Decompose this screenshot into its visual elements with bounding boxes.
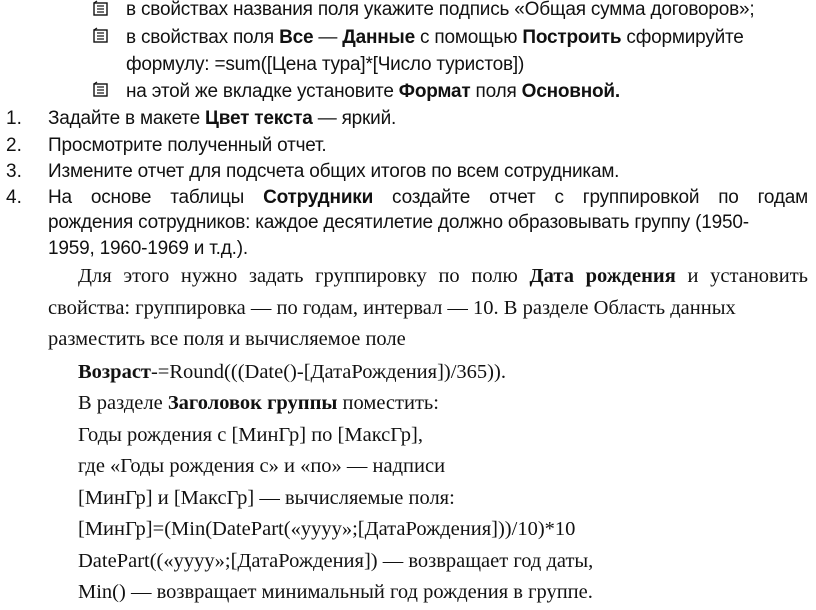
paragraph-line — [78, 264, 808, 288]
paragraph-line — [78, 580, 593, 604]
list-item-bold-term: Сотрудники — [263, 187, 374, 208]
formula-text: -=Round(((Date()-[ДатаРождения])/365)). — [150, 361, 506, 383]
bullet-line — [126, 0, 755, 22]
paragraph-bold-term: Дата рождения — [529, 265, 676, 287]
paragraph-line — [48, 327, 406, 351]
bullet-line — [126, 26, 744, 50]
paragraph-line — [78, 391, 439, 415]
list-item-text: Просмотрите полученный отчет. — [48, 135, 327, 156]
paragraph-text: Min() — возвращает минимальный год рождения в группе. — [78, 581, 593, 603]
paragraph-text: DatePart((«yyyy»;[ДатаРождения]) — возвращает год даты, — [78, 550, 594, 572]
list-item-continuation — [48, 237, 248, 261]
bullet-bold-term: Данные — [342, 27, 415, 48]
list-item-continuation — [48, 211, 749, 235]
paragraph-line — [78, 549, 593, 573]
list-item-text: На основе таблицы — [48, 187, 264, 208]
paragraph-line — [78, 423, 423, 447]
formula-line — [78, 360, 506, 384]
paragraph-line — [48, 296, 736, 320]
field-name: Возраст — [78, 361, 151, 383]
list-item-text: Задайте в макете — [48, 108, 206, 129]
paragraph-text: где «Годы рождения с» и «по» — надписи — [78, 455, 446, 477]
paragraph-text: В разделе — [78, 392, 168, 414]
paragraph-text: и установить — [675, 265, 809, 287]
list-item-text: рождения сотрудников: каждое десятилетие должно образовывать группу (1950- — [48, 212, 749, 233]
bullet-line — [126, 53, 524, 77]
paragraph-line — [78, 454, 445, 478]
book-bullet-icon — [92, 27, 110, 45]
bullet-text: формулу: =sum([Цена тура]*[Число туристов]) — [126, 54, 525, 75]
paragraph-text: поместить: — [337, 392, 439, 414]
list-item-bold-term: Цвет текста — [205, 108, 313, 129]
bullet-line — [126, 80, 620, 104]
formula-text: [МинГр]=(Min(DatePart(«yyyy»;[ДатаРождения]))/10)*10 — [78, 518, 576, 540]
list-item — [48, 107, 396, 131]
paragraph-text: Для этого нужно задать группировку по полю — [78, 265, 530, 287]
paragraph-text: Годы рождения с [МинГр] по [МаксГр], — [78, 424, 424, 446]
bullet-text: в свойствах поля — [126, 27, 280, 48]
paragraph-text: разместить все поля и вычисляемое поле — [48, 328, 406, 350]
item-number: 4. — [6, 187, 22, 208]
item-number: 3. — [6, 161, 22, 182]
bullet-bold-term: Все — [279, 27, 314, 48]
list-item — [48, 186, 808, 210]
bullet-text: поля — [470, 81, 522, 102]
list-item — [48, 134, 327, 158]
bullet-text: в свойствах названия поля укажите подпись «Общая сумма договоров»; — [126, 0, 755, 20]
bullet-text: — — [313, 27, 343, 48]
bullet-text: с помощью — [414, 27, 523, 48]
list-item-text: — яркий. — [312, 108, 397, 129]
bullet-text: сформируйте — [621, 27, 744, 48]
bullet-bold-term: Построить — [522, 27, 622, 48]
list-item — [48, 160, 619, 184]
bullet-bold-term: Формат — [398, 81, 471, 102]
book-bullet-icon — [92, 81, 110, 99]
list-item-text: 1959, 1960-1969 и т.д.). — [48, 238, 248, 259]
list-item-text: создайте отчет с группировкой по годам — [373, 187, 808, 208]
paragraph-text: свойства: группировка — по годам, интервал — 10. В разделе Область данных — [48, 297, 736, 319]
paragraph-text: [МинГр] и [МаксГр] — вычисляемые поля: — [78, 487, 455, 509]
paragraph-line — [78, 486, 455, 510]
list-item-text: Измените отчет для подсчета общих итогов по всем сотрудникам. — [48, 161, 620, 182]
formula-line — [78, 517, 575, 541]
book-bullet-icon — [92, 0, 110, 18]
item-number: 2. — [6, 135, 22, 156]
bullet-bold-term: Основной. — [521, 81, 620, 102]
paragraph-bold-term: Заголовок группы — [167, 392, 338, 414]
bullet-text: на этой же вкладке установите — [126, 81, 399, 102]
item-number: 1. — [6, 108, 22, 129]
